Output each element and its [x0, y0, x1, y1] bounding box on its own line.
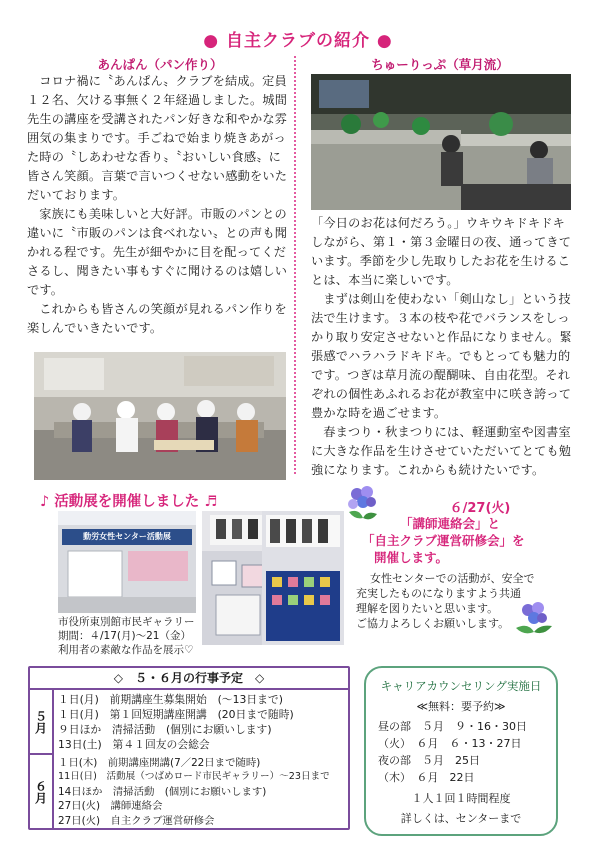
- right-paragraph-1: 「今日のお花は何だろう。」ウキウキドキドキしながら、第１・第３金曜日の夜、通ってきています。季節を少し先取りしたお花を生けることは、本当に楽しいです。: [311, 216, 572, 287]
- schedule-item: １日(木) 前期講座開講(7／22日まで随時): [58, 757, 261, 769]
- schedule-item: ９日ほか 清掃活動 (個別にお願いします): [58, 723, 272, 736]
- schedule-item: 27日(火) 自主クラブ運営研修会: [58, 814, 215, 827]
- exhibit-sign: 動労女性センター活動展: [83, 532, 171, 541]
- left-article-body: [27, 72, 289, 338]
- schedule-item: 11日(日) 活動展（つばめロード市民ギャラリー）～23日まで: [58, 771, 330, 783]
- notice-line-1: 「講師連絡会」と: [400, 516, 501, 531]
- career-note: １人１回１時間程度: [411, 792, 511, 805]
- exhibit-photo-walls: [262, 511, 344, 645]
- left-paragraph-1: コロナ禍に〝あんぱん〟クラブを結成。定員１２名、欠ける事無く２年経過しました。城間先生の講座を受講されたパン好きな和やかな雰囲気の集まりです。手ごねで始まり焼きあがった時の〝しあわせな香り〟〝おいしい食感〟に皆さん笑顔。言葉で言いつくせない感動をいただいております。: [27, 74, 288, 202]
- notice-body-4: ご協力よろしくお願いします。: [356, 617, 510, 630]
- notice-body-2: 充実したものになりますよう共通: [356, 587, 521, 600]
- exhibit-caption-desc: 利用者の素敵な作品を展示♡: [58, 644, 194, 656]
- career-row: 昼の部 ５月 ９・16・30日: [378, 720, 527, 733]
- exhibit-title: ♪ 活動展を開催しました ♬: [40, 494, 218, 510]
- career-footer: 詳しくは、センターまで: [400, 812, 522, 825]
- right-article-title: ちゅーりっぷ（草月流）: [371, 57, 509, 72]
- career-subtitle: ≪無料：要予約≫: [416, 700, 506, 713]
- hydrangea-icon-small: [512, 596, 556, 640]
- exhibit-photo-entrance: [58, 511, 196, 613]
- notice-line-3: 開催します。: [374, 550, 449, 565]
- schedule-item: 14日ほか 清掃活動 (個別にお願いします): [58, 785, 267, 798]
- schedule-june-list: [58, 756, 348, 828]
- exhibit-caption: [58, 615, 268, 657]
- notice-line-2: 「自主クラブ運営研修会」を: [362, 533, 525, 548]
- career-title: キャリアカウンセリング実施日: [380, 679, 542, 693]
- page-title: ● 自主クラブの紹介 ●: [203, 31, 393, 51]
- right-article-body: [311, 214, 573, 480]
- schedule-item: 13日(土) 第４１回友の会総会: [58, 738, 210, 751]
- career-row: （木） ６月 22日: [378, 771, 475, 784]
- schedule-month-june: ６月: [30, 755, 54, 828]
- left-paragraph-2: 家族にも美味しいと大好評。市販のパンとの違いに〝市販のパンは食べれない〟との声も聞かれる程です。先生が細やかに目を配ってくださるし、聞きたい事もすぐに聞けるのは嬉しいです。: [27, 207, 288, 297]
- schedule-month-may: ５月: [30, 690, 54, 755]
- notice-body-1: 女性センターでの活動が、安全で: [370, 572, 535, 585]
- notice-heading: [362, 515, 577, 566]
- schedule-item: 27日(火) 講師連絡会: [58, 800, 163, 813]
- career-row: （火） ６月 ６・13・27日: [378, 737, 522, 750]
- schedule-may-list: [58, 692, 346, 752]
- right-paragraph-3: 春まつり・秋まつりには、軽運動室や図書室に大きな作品を生けさせていただいてとても勉強になります。これからも続けたいです。: [311, 425, 572, 477]
- exhibit-caption-period: 期間：４/17(月)～21（金）: [58, 630, 191, 642]
- column-divider: [294, 56, 296, 474]
- career-schedule: [378, 718, 554, 786]
- schedule-item: １日(月) 第１回短期講座開講 (20日まで随時): [58, 708, 294, 721]
- right-paragraph-2: まずは剣山を使わない「剣山なし」という技法で生けます。３本の枝や花でバランスをしっかり取り安定させないと作品になりません。緊張感でハラハラドキドキ。でもとっても魅力的です。つぎは草月流の醍醐味、自由花型。それぞれの個性あふれるお花が教室中に咲き誇って豊かな時を過ごせます。: [311, 292, 572, 420]
- left-article-title: あんぱん（パン作り）: [97, 57, 223, 72]
- schedule-item: １日(月) 前期講座生募集開始 (～13日まで): [58, 693, 283, 706]
- schedule-title: ◇ ５・６月の行事予定 ◇: [30, 668, 348, 690]
- notice-date: ６/27(火): [449, 501, 511, 516]
- exhibit-caption-venue: 市役所東別館市民ギャラリー: [58, 616, 195, 628]
- bread-class-photo: [34, 352, 286, 480]
- career-counseling-box: [364, 666, 558, 836]
- left-paragraph-3: これからも皆さんの笑顔が見れるパン作りを楽しんでいきたいです。: [27, 302, 287, 335]
- schedule-box: [28, 666, 350, 830]
- ikebana-class-photo: [311, 74, 571, 210]
- notice-body-3: 理解を図りたいと思います。: [356, 602, 499, 615]
- career-row: 夜の部 ５月 25日: [378, 754, 480, 767]
